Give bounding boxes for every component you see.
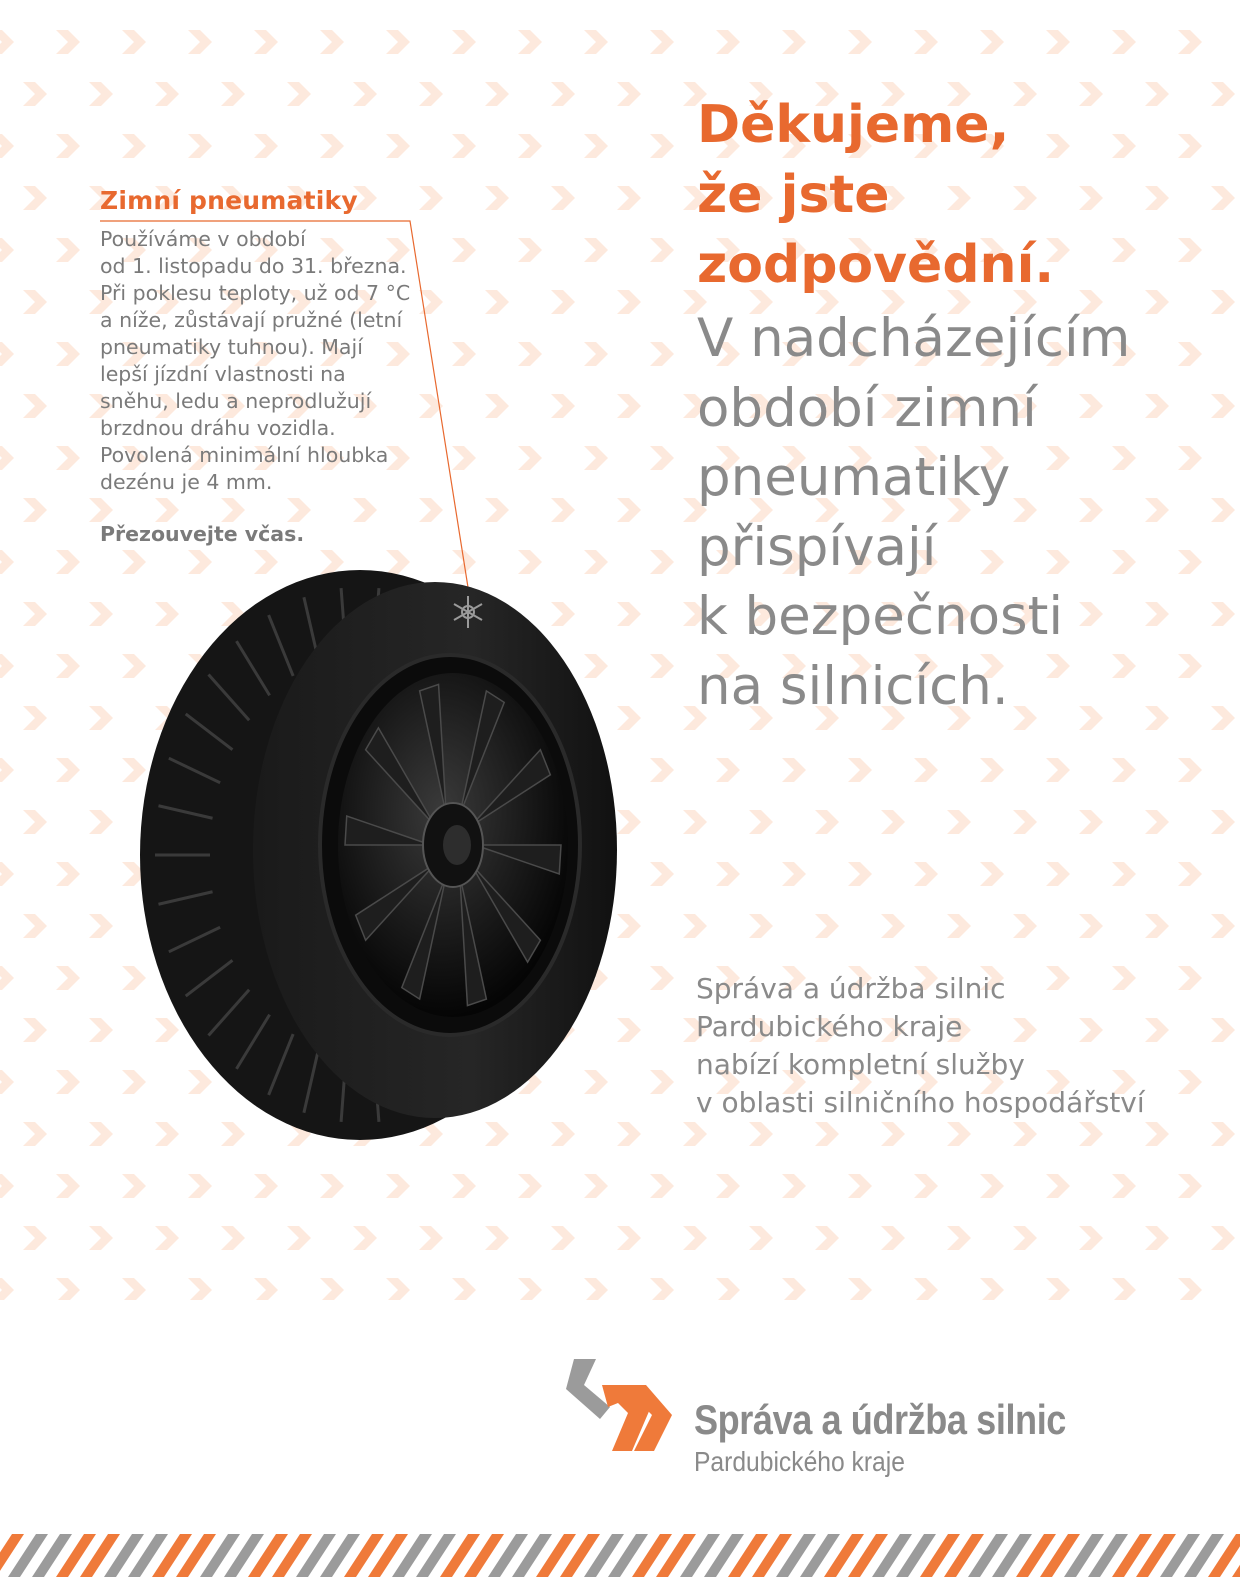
pattern-chevron [1211, 1226, 1235, 1250]
pattern-chevron [0, 654, 14, 678]
pattern-chevron [254, 134, 278, 158]
pattern-chevron [89, 498, 113, 522]
pattern-chevron [650, 1174, 674, 1198]
pattern-chevron [551, 82, 575, 106]
pattern-chevron [881, 1226, 905, 1250]
pattern-chevron [782, 758, 806, 782]
callout-cta: Přezouvejte včas. [100, 522, 305, 546]
pattern-chevron [617, 186, 641, 210]
org-name: Správa a údržba silnic [694, 1396, 1066, 1443]
pattern-chevron [584, 342, 608, 366]
pattern-chevron [617, 290, 641, 314]
pattern-chevron [1046, 758, 1070, 782]
pattern-chevron [650, 134, 674, 158]
pattern-chevron [1145, 1226, 1169, 1250]
pattern-chevron [0, 30, 14, 54]
pattern-chevron [650, 966, 674, 990]
pattern-chevron [782, 1174, 806, 1198]
pattern-chevron [518, 446, 542, 470]
pattern-chevron [782, 862, 806, 886]
pattern-chevron [485, 186, 509, 210]
pattern-chevron [419, 1226, 443, 1250]
pattern-chevron [1112, 1174, 1136, 1198]
pattern-chevron [617, 394, 641, 418]
pattern-chevron [947, 914, 971, 938]
pattern-chevron [485, 290, 509, 314]
pattern-chevron [23, 290, 47, 314]
pattern-chevron [551, 498, 575, 522]
pattern-chevron [1079, 810, 1103, 834]
pattern-chevron [320, 1174, 344, 1198]
pattern-chevron [1046, 862, 1070, 886]
pattern-chevron [386, 1174, 410, 1198]
pattern-chevron [221, 1226, 245, 1250]
pattern-chevron [452, 134, 476, 158]
pattern-chevron [155, 82, 179, 106]
pattern-chevron [23, 914, 47, 938]
subhead-line: období zimní [697, 377, 1037, 439]
pattern-chevron [221, 82, 245, 106]
callout-body-line: a níže, zůstávají pružné (letní [100, 308, 403, 332]
pattern-chevron [419, 498, 443, 522]
pattern-chevron [0, 1070, 14, 1094]
pattern-chevron [485, 1226, 509, 1250]
headline-line: zodpovědní. [697, 235, 1055, 295]
pattern-chevron [584, 238, 608, 262]
org-region: Pardubického kraje [694, 1446, 905, 1477]
pattern-chevron [56, 446, 80, 470]
pattern-chevron [815, 914, 839, 938]
pattern-chevron [584, 134, 608, 158]
pattern-chevron [23, 602, 47, 626]
pattern-chevron [23, 82, 47, 106]
pattern-chevron [254, 1174, 278, 1198]
pattern-chevron [122, 1174, 146, 1198]
pattern-chevron [815, 1122, 839, 1146]
pattern-chevron [56, 966, 80, 990]
pattern-chevron [452, 1174, 476, 1198]
pattern-chevron [881, 810, 905, 834]
pattern-chevron [0, 238, 14, 262]
pattern-chevron [254, 30, 278, 54]
pattern-chevron [782, 1278, 806, 1300]
pattern-chevron [749, 810, 773, 834]
pattern-chevron [1013, 1226, 1037, 1250]
pattern-chevron [584, 30, 608, 54]
pattern-chevron [914, 1174, 938, 1198]
services-line: nabízí kompletní služby [696, 1048, 1025, 1081]
pattern-chevron [551, 1226, 575, 1250]
pattern-chevron [518, 238, 542, 262]
pattern-chevron [0, 758, 14, 782]
pattern-chevron [551, 394, 575, 418]
pattern-chevron [650, 30, 674, 54]
pattern-chevron [980, 758, 1004, 782]
pattern-chevron [650, 1070, 674, 1094]
pattern-chevron [155, 498, 179, 522]
pattern-chevron [221, 498, 245, 522]
pattern-chevron [89, 602, 113, 626]
pattern-chevron [1079, 914, 1103, 938]
pattern-chevron [56, 30, 80, 54]
pattern-chevron [650, 550, 674, 574]
pattern-chevron [254, 1278, 278, 1300]
pattern-chevron [56, 1070, 80, 1094]
pattern-chevron [1046, 1174, 1070, 1198]
pattern-chevron [1013, 810, 1037, 834]
pattern-chevron [914, 758, 938, 782]
pattern-chevron [287, 82, 311, 106]
pattern-chevron [0, 1174, 14, 1198]
pattern-chevron [320, 30, 344, 54]
pattern-chevron [188, 134, 212, 158]
pattern-chevron [617, 82, 641, 106]
pattern-chevron [419, 82, 443, 106]
pattern-chevron [56, 862, 80, 886]
pattern-chevron [452, 342, 476, 366]
pattern-chevron [23, 810, 47, 834]
pattern-chevron [650, 758, 674, 782]
bottom-stripe-border [0, 1534, 1240, 1577]
pattern-chevron [716, 1278, 740, 1300]
pattern-chevron [0, 862, 14, 886]
callout-body-line: od 1. listopadu do 31. března. [100, 254, 407, 278]
pattern-chevron [485, 394, 509, 418]
pattern-chevron [749, 1122, 773, 1146]
pattern-chevron [1178, 758, 1202, 782]
pattern-chevron [23, 1018, 47, 1042]
pattern-chevron [56, 342, 80, 366]
pattern-chevron [848, 1278, 872, 1300]
pattern-chevron [0, 550, 14, 574]
pattern-chevron [1112, 862, 1136, 886]
pattern-chevron [914, 30, 938, 54]
pattern-chevron [89, 1226, 113, 1250]
pattern-chevron [122, 134, 146, 158]
pattern-chevron [485, 82, 509, 106]
pattern-chevron [683, 1122, 707, 1146]
pattern-chevron [551, 186, 575, 210]
pattern-chevron [1178, 1174, 1202, 1198]
pattern-chevron [584, 446, 608, 470]
pattern-chevron [452, 1278, 476, 1300]
pattern-chevron [518, 342, 542, 366]
pattern-chevron [518, 1278, 542, 1300]
pattern-chevron [452, 446, 476, 470]
pattern-chevron [188, 1174, 212, 1198]
pattern-chevron [419, 186, 443, 210]
pattern-chevron [650, 342, 674, 366]
pattern-chevron [914, 862, 938, 886]
pattern-chevron [89, 1122, 113, 1146]
services-line: Správa a údržba silnic [696, 972, 1006, 1005]
pattern-chevron [1079, 1122, 1103, 1146]
pattern-chevron [1046, 30, 1070, 54]
callout-body-line: brzdnou dráhu vozidla. [100, 416, 336, 440]
pattern-chevron [188, 30, 212, 54]
pattern-chevron [1211, 914, 1235, 938]
pattern-chevron [0, 342, 14, 366]
headline [697, 90, 1217, 300]
subhead-line: přispívají [697, 516, 937, 578]
pattern-chevron [848, 30, 872, 54]
pattern-chevron [155, 1226, 179, 1250]
pattern-chevron [89, 914, 113, 938]
pattern-chevron [386, 1278, 410, 1300]
pattern-chevron [716, 862, 740, 886]
pattern-chevron [518, 134, 542, 158]
pattern-chevron [551, 290, 575, 314]
pattern-chevron [452, 238, 476, 262]
pattern-chevron [353, 498, 377, 522]
services-line: v oblasti silničního hospodářství [696, 1086, 1145, 1119]
callout-body-line: sněhu, ledu a neprodlužují [100, 389, 372, 413]
pattern-chevron [386, 30, 410, 54]
pattern-chevron [287, 498, 311, 522]
pattern-chevron [56, 1174, 80, 1198]
pattern-chevron [518, 30, 542, 54]
pattern-chevron [287, 1226, 311, 1250]
callout-body-line: Povolená minimální hloubka [100, 443, 389, 467]
callout-title: Zimní pneumatiky [100, 186, 358, 215]
pattern-chevron [353, 82, 377, 106]
pattern-chevron [815, 810, 839, 834]
pattern-chevron [23, 706, 47, 730]
pattern-chevron [122, 1278, 146, 1300]
pattern-chevron [584, 1174, 608, 1198]
pattern-chevron [56, 134, 80, 158]
pattern-chevron [56, 238, 80, 262]
pattern-chevron [23, 1122, 47, 1146]
pattern-chevron [56, 550, 80, 574]
chevron-logo-icon [562, 1355, 682, 1455]
pattern-chevron [650, 1278, 674, 1300]
pattern-chevron [485, 498, 509, 522]
pattern-chevron [1178, 862, 1202, 886]
pattern-chevron [650, 238, 674, 262]
pattern-chevron [848, 758, 872, 782]
callout-body-line: Používáme v období [100, 227, 306, 251]
pattern-chevron [1178, 30, 1202, 54]
subhead-line: pneumatiky [697, 447, 1011, 508]
pattern-chevron [23, 498, 47, 522]
pattern-chevron [56, 758, 80, 782]
pattern-chevron [89, 82, 113, 106]
pattern-chevron [881, 914, 905, 938]
pattern-chevron [1046, 1278, 1070, 1300]
pattern-chevron [716, 758, 740, 782]
pattern-chevron [1178, 1278, 1202, 1300]
pattern-chevron [980, 1174, 1004, 1198]
callout-body [100, 226, 430, 496]
pattern-chevron [188, 1278, 212, 1300]
pattern-chevron [1145, 1122, 1169, 1146]
pattern-chevron [1112, 1278, 1136, 1300]
pattern-chevron [518, 1174, 542, 1198]
pattern-chevron [683, 1226, 707, 1250]
pattern-chevron [782, 30, 806, 54]
pattern-chevron [848, 862, 872, 886]
services-line: Pardubického kraje [696, 1010, 963, 1043]
pattern-chevron [1211, 810, 1235, 834]
pattern-chevron [914, 1278, 938, 1300]
pattern-chevron [0, 134, 14, 158]
pattern-chevron [980, 862, 1004, 886]
pattern-chevron [650, 862, 674, 886]
headline-line: Děkujeme, [697, 95, 1010, 155]
pattern-chevron [23, 186, 47, 210]
winter-tire-with-snowflake-icon [135, 560, 625, 1150]
pattern-chevron [1145, 914, 1169, 938]
pattern-chevron [749, 1226, 773, 1250]
pattern-chevron [89, 1018, 113, 1042]
pattern-chevron [1112, 758, 1136, 782]
pattern-chevron [947, 1122, 971, 1146]
pattern-chevron [650, 654, 674, 678]
pattern-chevron [716, 1174, 740, 1198]
pattern-chevron [0, 446, 14, 470]
pattern-chevron [683, 810, 707, 834]
headline-line: že jste [697, 165, 890, 225]
pattern-chevron [1079, 1226, 1103, 1250]
subhead-line: V nadcházejícím [697, 308, 1131, 369]
pattern-chevron [0, 1278, 14, 1300]
pattern-chevron [122, 30, 146, 54]
pattern-chevron [947, 1226, 971, 1250]
pattern-chevron [1211, 1122, 1235, 1146]
pattern-chevron [0, 966, 14, 990]
pattern-chevron [320, 134, 344, 158]
pattern-chevron [584, 1278, 608, 1300]
services-text [696, 970, 1216, 1122]
subhead-line: k bezpečnosti [697, 586, 1064, 647]
pattern-chevron [815, 1226, 839, 1250]
pattern-chevron [23, 394, 47, 418]
pattern-chevron [320, 1278, 344, 1300]
pattern-chevron [452, 30, 476, 54]
callout-body-line: Při poklesu teploty, už od 7 °C [100, 281, 411, 305]
subhead-line: na silnicích. [697, 655, 1009, 717]
pattern-chevron [1112, 30, 1136, 54]
pattern-chevron [23, 1226, 47, 1250]
pattern-chevron [683, 914, 707, 938]
pattern-chevron [1145, 810, 1169, 834]
pattern-chevron [716, 30, 740, 54]
pattern-chevron [56, 1278, 80, 1300]
pattern-chevron [89, 706, 113, 730]
pattern-chevron [353, 1226, 377, 1250]
pattern-chevron [1013, 1122, 1037, 1146]
pattern-chevron [881, 1122, 905, 1146]
pattern-chevron [56, 654, 80, 678]
pattern-chevron [947, 810, 971, 834]
callout-body-line: pneumatiky tuhnou). Mají [100, 335, 363, 359]
pattern-chevron [617, 1226, 641, 1250]
pattern-chevron [848, 1174, 872, 1198]
pattern-chevron [89, 810, 113, 834]
callout-body-line: dezénu je 4 mm. [100, 470, 273, 494]
callout-body-line: lepší jízdní vlastnosti na [100, 362, 346, 386]
pattern-chevron [980, 1278, 1004, 1300]
pattern-chevron [980, 30, 1004, 54]
subhead [697, 304, 1227, 721]
pattern-chevron [1013, 914, 1037, 938]
pattern-chevron [749, 914, 773, 938]
pattern-chevron [386, 134, 410, 158]
pattern-chevron [650, 446, 674, 470]
pattern-chevron [617, 498, 641, 522]
